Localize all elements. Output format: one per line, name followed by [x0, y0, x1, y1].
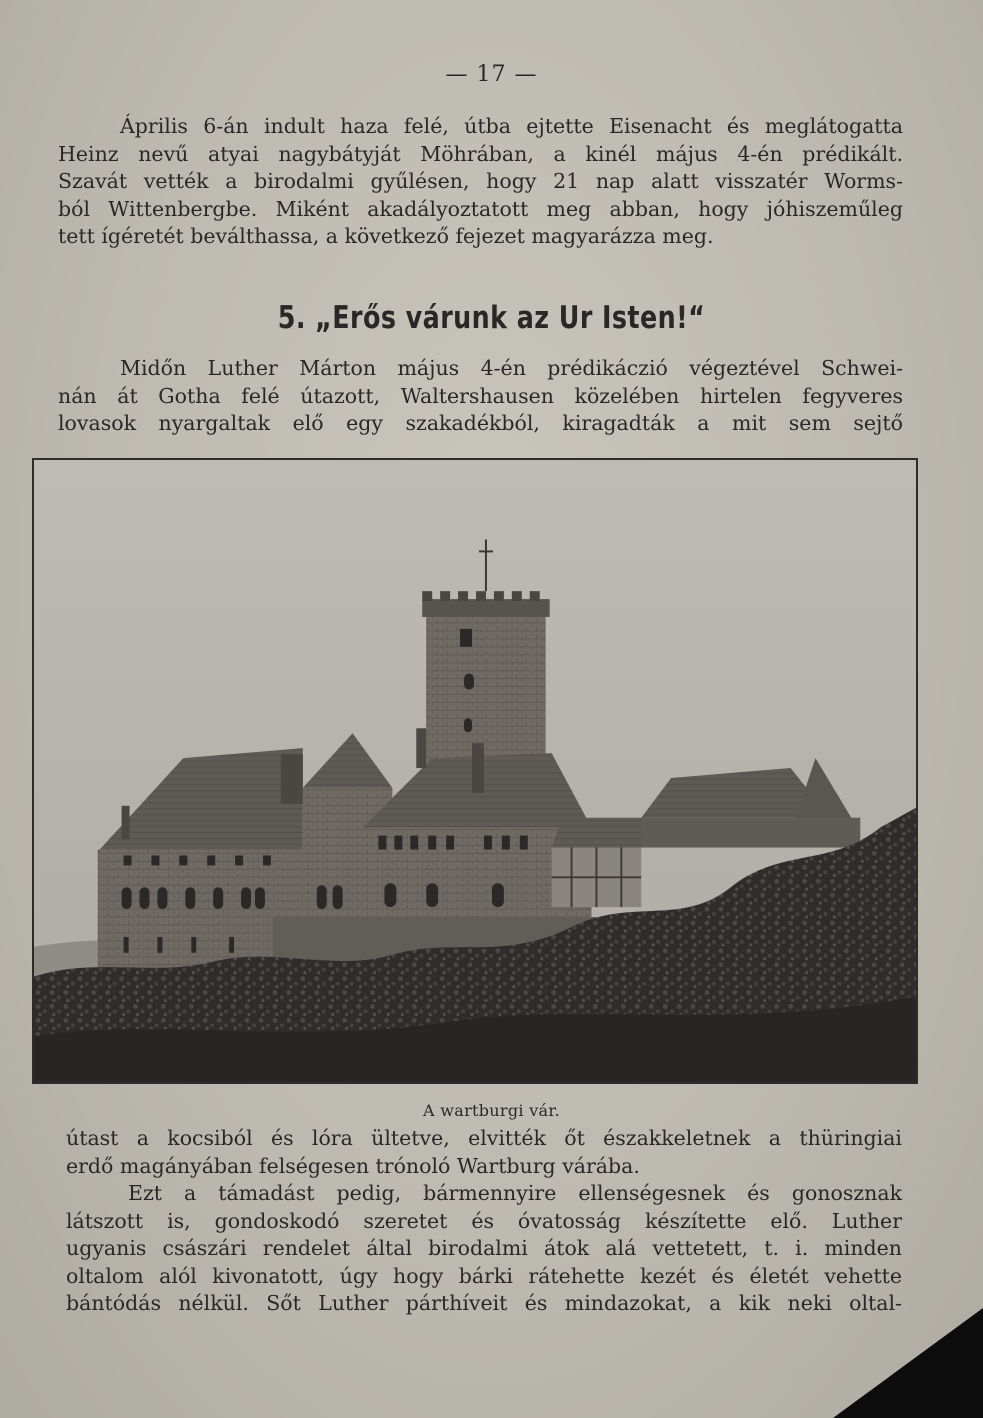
text-line: oltalom alól kivonatott, úgy hogy bárki rátehette kezét és életét vehette	[66, 1263, 902, 1288]
wartburg-castle-photo	[32, 458, 918, 1084]
page-number: — 17 —	[445, 62, 538, 87]
paragraph-3	[66, 1125, 902, 1318]
text-line: útast a kocsiból és lóra ültetve, elvitték őt északkeletnek a thüringiai	[66, 1126, 902, 1150]
text-line: ugyanis császári rendelet által birodalmi átok alá vettetett, t. i. minden	[66, 1236, 902, 1260]
text-line: bántódás nélkül. Sőt Luther párthíveit és mindazokat, a kik neki oltal-	[66, 1291, 902, 1315]
text-line: Midőn Luther Márton május 4-én prédikáczió végeztével Schwei-	[120, 356, 903, 380]
text-line: látszott is, gondoskodó szeretet és óvatosság készítette elő. Luther	[66, 1208, 902, 1233]
intro-paragraph	[58, 113, 903, 251]
text-line: ból Wittenbergbe. Miként akadályoztatott meg abban, hogy jóhiszeműleg	[58, 196, 903, 221]
text-line: Április 6-án indult haza felé, útba ejtette Eisenacht és meglátogatta	[120, 114, 903, 138]
figure-caption: A wartburgi vár.	[423, 1101, 560, 1120]
text-line: tett ígéretét beválthassa, a következő fejezet magyarázza meg.	[58, 224, 714, 248]
text-line: nán át Gotha felé útazott, Waltershausen közelében hirtelen fegyveres	[58, 383, 903, 408]
chapter-heading: 5. „Erős várunk az Ur Isten!“	[277, 300, 706, 336]
paragraph-2	[58, 355, 903, 438]
text-line: Szavát vették a birodalmi gyűlésen, hogy 21 nap alatt visszatér Worms-	[58, 169, 903, 193]
castle-illustration	[34, 460, 916, 1082]
text-line: Heinz nevű atyai nagybátyját Möhrában, a kinél május 4-én prédikált.	[58, 141, 903, 166]
text-line: Ezt a támadást pedig, bármennyire ellenségesnek és gonosznak	[128, 1181, 902, 1205]
text-line: erdő magányában felségesen trónoló Wartburg várába.	[66, 1153, 640, 1178]
text-line: lovasok nyargaltak elő egy szakadékból, kiragadták a mit sem sejtő	[58, 411, 903, 435]
dark-page-corner	[833, 1308, 983, 1418]
